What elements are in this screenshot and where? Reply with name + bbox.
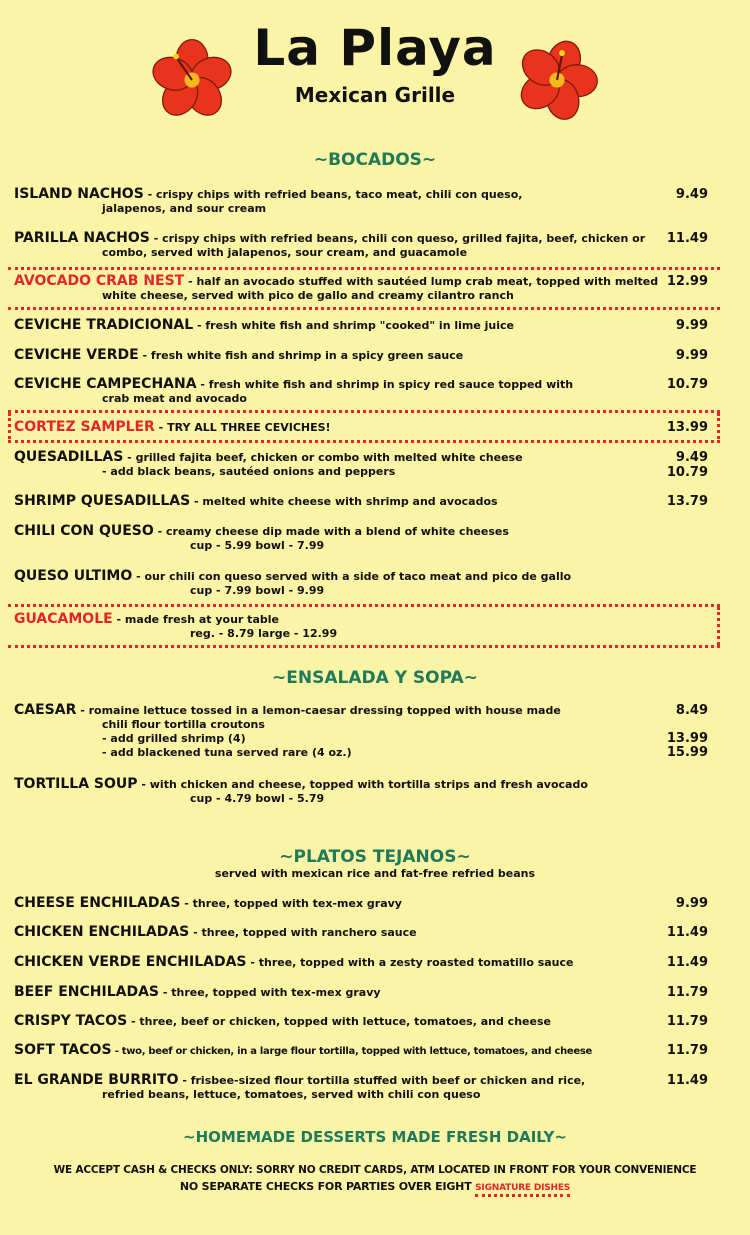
item-price: 9.49 [675, 450, 708, 465]
item-name: QUESO ULTIMO [14, 568, 133, 584]
item-price: 11.49 [666, 231, 708, 246]
item-name: SHRIMP QUESADILLAS [14, 493, 191, 509]
item-desc: - three, topped with a zesty roasted tomatillo sauce [246, 956, 574, 969]
item-name: CORTEZ SAMPLER [14, 419, 155, 435]
menu-item-avocado-crab-nest [14, 274, 714, 303]
item-price: 11.49 [666, 925, 708, 940]
menu-item-soft-tacos [14, 1043, 654, 1059]
item-desc-cont: reg. - 8.79 large - 12.99 [190, 627, 338, 640]
item-desc: - two, beef or chicken, in a large flour tortilla, topped with lettuce, tomatoes, and cheese [111, 1046, 593, 1057]
item-desc: - melted white cheese with shrimp and avocados [190, 495, 498, 508]
item-desc-cont: cup - 7.99 bowl - 9.99 [190, 584, 325, 597]
menu-item-quesadillas [14, 450, 714, 479]
signature-border [717, 413, 720, 439]
item-price: 11.79 [666, 1014, 708, 1029]
item-desc-cont: cup - 4.79 bowl - 5.79 [190, 792, 325, 805]
menu-item-ceviche-tradicional [14, 318, 714, 333]
item-price: 13.79 [666, 494, 708, 509]
item-name: SOFT TACOS [14, 1042, 112, 1058]
item-desc: - three, topped with tex-mex gravy [180, 897, 402, 910]
item-name: BEEF ENCHILADAS [14, 984, 160, 1000]
item-name: QUESADILLAS [14, 449, 124, 465]
item-desc-cont: chili flour tortilla croutons [102, 718, 265, 731]
footer-separate-checks: NO SEPARATE CHECKS FOR PARTIES OVER EIGHT [179, 1180, 472, 1193]
item-desc: - creamy cheese dip made with a blend of white cheeses [153, 525, 509, 538]
item-price: 11.49 [666, 955, 708, 970]
item-name: ISLAND NACHOS [14, 186, 144, 202]
item-desc-cont: crab meat and avocado [102, 392, 247, 405]
item-name: CRISPY TACOS [14, 1013, 128, 1029]
item-name: CEVICHE VERDE [14, 347, 139, 363]
item-price: 10.79 [666, 465, 708, 480]
item-name: CAESAR [14, 702, 77, 718]
menu-item-el-grande-burrito [14, 1073, 714, 1102]
item-name: CEVICHE CAMPECHANA [14, 376, 197, 392]
item-price: 12.99 [666, 274, 708, 289]
item-name: CHEESE ENCHILADAS [14, 895, 181, 911]
restaurant-subtitle: Mexican Grille [294, 83, 456, 107]
item-desc: - frisbee-sized flour tortilla stuffed with beef or chicken and rice, [178, 1074, 586, 1087]
menu-item-guacamole [14, 612, 714, 641]
section-heading-desserts: ~HOMEMADE DESSERTS MADE FRESH DAILY~ [183, 1128, 567, 1146]
item-desc-cont: - add grilled shrimp (4) [102, 732, 246, 745]
menu-item-caesar [14, 703, 714, 760]
menu-item-cheese-enchiladas [14, 896, 714, 911]
menu-item-tortilla-soup [14, 777, 714, 806]
item-desc: - three, beef or chicken, topped with lettuce, tomatoes, and cheese [127, 1015, 551, 1028]
signature-border [8, 440, 720, 443]
item-desc-cont: cup - 5.99 bowl - 7.99 [190, 539, 325, 552]
item-desc: - our chili con queso served with a side of taco meat and pico de gallo [132, 570, 572, 583]
item-name: CHILI CON QUESO [14, 523, 154, 539]
item-price: 11.79 [666, 1043, 708, 1058]
menu-item-beef-enchiladas [14, 985, 714, 1000]
item-name: CEVICHE TRADICIONAL [14, 317, 194, 333]
item-desc-cont: refried beans, lettuce, tomatoes, served with chili con queso [102, 1088, 481, 1101]
item-price: 9.49 [675, 187, 708, 202]
menu-item-ceviche-campechana [14, 377, 714, 406]
menu-item-chili-con-queso [14, 524, 714, 553]
item-desc: - half an avocado stuffed with sautéed lump crab meat, topped with melted [184, 275, 659, 288]
item-desc: - three, topped with tex-mex gravy [159, 986, 381, 999]
section-heading-ensalada: ~ENSALADA Y SOPA~ [272, 668, 478, 688]
item-name: TORTILLA SOUP [14, 776, 138, 792]
item-desc-cont: combo, served with jalapenos, sour cream, and guacamole [102, 246, 468, 259]
item-price: 11.49 [666, 1073, 708, 1088]
signature-border [8, 413, 11, 439]
menu-item-cortez-sampler [14, 420, 714, 435]
item-price: 9.99 [675, 896, 708, 911]
footer-checks-note [0, 1179, 750, 1196]
signature-border [8, 410, 720, 413]
menu-item-chicken-verde-enchiladas [14, 955, 714, 970]
item-desc: - romaine lettuce tossed in a lemon-caesar dressing topped with house made [76, 704, 561, 717]
signature-border [8, 267, 720, 270]
item-desc-cont: white cheese, served with pico de gallo and creamy cilantro ranch [102, 289, 514, 302]
signature-dishes-legend: SIGNATURE DISHES [475, 1183, 570, 1197]
footer-payment-note: WE ACCEPT CASH & CHECKS ONLY: SORRY NO CREDIT CARDS, ATM LOCATED IN FRONT FOR YOUR CONVENIENCE [53, 1164, 697, 1176]
signature-border [8, 604, 720, 607]
item-price: 9.99 [675, 348, 708, 363]
menu-item-ceviche-verde [14, 348, 714, 363]
menu-item-queso-ultimo [14, 569, 714, 598]
menu-item-crispy-tacos [14, 1014, 714, 1029]
item-desc: - TRY ALL THREE CEVICHES! [154, 421, 331, 434]
signature-border [8, 307, 720, 310]
item-price: 8.49 [675, 703, 708, 718]
section-heading-platos: ~PLATOS TEJANOS~ [279, 847, 471, 867]
restaurant-name: La Playa [253, 19, 497, 77]
signature-border [717, 607, 720, 645]
item-desc: - three, topped with ranchero sauce [189, 926, 417, 939]
menu-item-parilla-nachos [14, 231, 714, 260]
item-desc: - fresh white fish and shrimp in spicy red sauce topped with [196, 378, 574, 391]
item-desc: - crispy chips with refried beans, taco meat, chili con queso, [143, 188, 523, 201]
signature-border [8, 645, 720, 648]
item-desc-cont: - add black beans, sautéed onions and peppers [102, 465, 396, 478]
item-price: 13.99 [666, 420, 708, 435]
item-name: CHICKEN VERDE ENCHILADAS [14, 954, 247, 970]
item-price: 11.79 [666, 985, 708, 1000]
item-name: CHICKEN ENCHILADAS [14, 924, 190, 940]
item-desc-cont: - add blackened tuna served rare (4 oz.) [102, 746, 352, 759]
item-desc: - fresh white fish and shrimp in a spicy green sauce [138, 349, 464, 362]
item-desc: - fresh white fish and shrimp "cooked" in lime juice [193, 319, 515, 332]
menu-item-shrimp-quesadillas [14, 494, 714, 509]
section-note: served with mexican rice and fat-free refried beans [214, 867, 536, 880]
item-name: GUACAMOLE [14, 611, 113, 627]
menu-item-island-nachos [14, 187, 714, 216]
item-price: 15.99 [666, 745, 708, 760]
item-name: PARILLA NACHOS [14, 230, 150, 246]
item-price: 9.99 [675, 318, 708, 333]
item-price: 13.99 [666, 731, 708, 746]
item-desc-cont: jalapenos, and sour cream [102, 202, 267, 215]
item-name: AVOCADO CRAB NEST [14, 273, 185, 289]
item-desc: - with chicken and cheese, topped with tortilla strips and fresh avocado [137, 778, 588, 791]
menu-item-chicken-enchiladas [14, 925, 714, 940]
item-name: EL GRANDE BURRITO [14, 1072, 179, 1088]
item-desc: - crispy chips with refried beans, chili con queso, grilled fajita, beef, chicken or [149, 232, 646, 245]
item-desc: - made fresh at your table [112, 613, 279, 626]
item-price: 10.79 [666, 377, 708, 392]
section-heading-bocados: ~BOCADOS~ [313, 150, 437, 170]
item-desc: - grilled fajita beef, chicken or combo with melted white cheese [123, 451, 523, 464]
